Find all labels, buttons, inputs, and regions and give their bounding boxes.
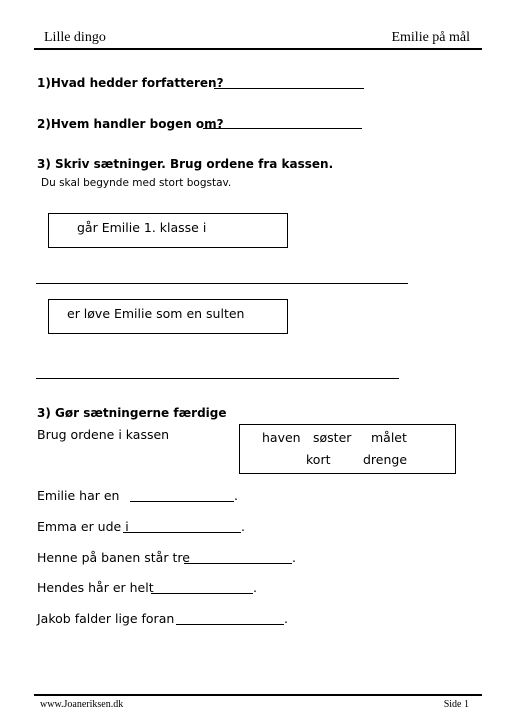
footer-rule (34, 694, 482, 696)
sentence-1-writing-line[interactable] (36, 283, 408, 284)
word-box-2-text: er løve Emilie som en sulten (67, 306, 245, 321)
sentence-text: Emilie har en (37, 488, 120, 503)
footer-website: www.Joaneriksen.dk (40, 699, 124, 710)
sentence-blank[interactable] (176, 624, 284, 625)
word-box-1-text: går Emilie 1. klasse i (77, 220, 207, 235)
answer-word-box (239, 424, 456, 474)
sentence-text: Emma er ude i (37, 519, 129, 534)
word-malet: målet (371, 430, 407, 445)
sentence-blank[interactable] (151, 593, 253, 594)
word-kort: kort (306, 452, 331, 467)
header-rule (34, 48, 482, 50)
question-4-hint: Brug ordene i kassen (37, 427, 170, 442)
word-haven: haven (262, 430, 301, 445)
header-title-left: Lille dingo (44, 30, 106, 45)
word-drenge: drenge (363, 452, 408, 467)
sentence-blank[interactable] (130, 501, 234, 502)
question-4-title: 3) Gør sætningerne færdige (37, 406, 227, 420)
sentence-period: . (284, 611, 288, 626)
header-title-right: Emilie på mål (391, 30, 470, 45)
sentence-period: . (234, 488, 238, 503)
word-box-1 (48, 213, 288, 248)
footer-page-number: Side 1 (443, 699, 469, 710)
question-3-hint: Du skal begynde med stort bogstav. (41, 177, 232, 189)
sentence-period: . (253, 580, 257, 595)
sentence-text: Hendes hår er helt (37, 580, 154, 595)
sentence-text: Henne på banen står tre (37, 550, 190, 565)
sentence-2-writing-line[interactable] (36, 378, 399, 379)
sentence-period: . (241, 519, 245, 534)
question-1-answer-line[interactable] (214, 88, 364, 89)
sentence-blank[interactable] (123, 532, 241, 533)
sentence-text: Jakob falder lige foran (37, 611, 175, 626)
question-2-label: 2)Hvem handler bogen om? (37, 117, 224, 131)
sentence-period: . (292, 550, 296, 565)
question-1-label: 1)Hvad hedder forfatteren? (37, 76, 224, 90)
sentence-blank[interactable] (184, 563, 292, 564)
word-box-2 (48, 299, 288, 334)
question-2-answer-line[interactable] (203, 128, 362, 129)
word-soster: søster (313, 430, 352, 445)
question-3-title: 3) Skriv sætninger. Brug ordene fra kassen. (37, 157, 334, 171)
